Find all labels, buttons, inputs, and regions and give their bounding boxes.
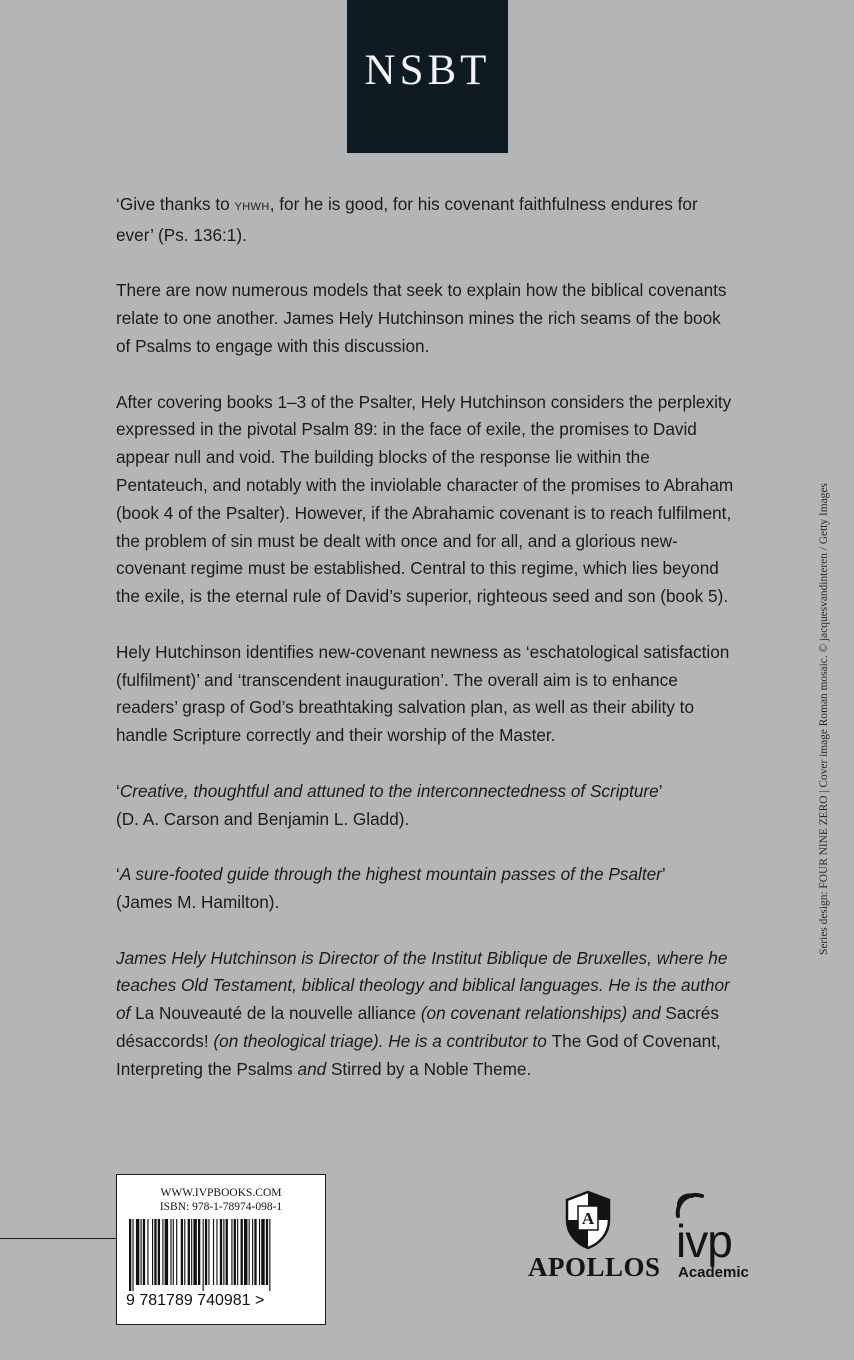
endorsement <box>116 861 736 917</box>
author-bio-text: (on covenant relationships) and <box>416 1003 666 1024</box>
epigraph <box>116 191 736 250</box>
barcode-box <box>116 1174 326 1325</box>
series-logo-block <box>347 0 508 153</box>
endorsement-open-quote: ‘ <box>116 864 120 885</box>
blurb-paragraph: Hely Hutchinson identifies new-covenant newness as ‘eschatological satisfaction (fulfilment)’ and ‘transcendent inauguration’. The overall aim is to enhance readers’ grasp of God’s breathtaking salvation plan, as well as their ability to handle Scripture correctly and their worship of the Master. <box>116 641 730 746</box>
epigraph-before: ‘Give thanks to <box>116 194 235 214</box>
epigraph-divine-name: YHWH <box>234 201 270 213</box>
apollos-shield-letter: A <box>581 1209 595 1228</box>
author-bio-title: The God of Covenant, Interpreting the Psalms <box>116 1030 721 1079</box>
edge-rule <box>0 1238 116 1239</box>
endorsement-open-quote: ‘ <box>116 780 120 801</box>
author-bio-end: . <box>526 1058 532 1079</box>
series-logo-text: NSBT <box>364 47 491 94</box>
apollos-wordmark: APOLLOS <box>528 1252 661 1282</box>
endorsement-close-quote: ’ <box>658 780 663 801</box>
barcode-icon <box>127 1219 313 1291</box>
author-bio-text: (on theological triage). He is a contributor to <box>208 1030 552 1051</box>
endorsement-attribution: (D. A. Carson and Benjamin L. Gladd). <box>116 808 410 829</box>
apollos-logo <box>528 1190 661 1282</box>
endorsement-close-quote: ’ <box>661 864 666 885</box>
epigraph-after: , for he is good, for his covenant faithfulness endures for ever’ (Ps. 136:1). <box>116 194 698 245</box>
cover-credit: Series design: FOUR NINE ZERO | Cover image Roman mosaic. © jacquesvandinteren / Getty Images <box>818 483 830 955</box>
endorsement-quote: Creative, thoughtful and attuned to the interconnectedness of Scripture <box>119 780 659 801</box>
blurb-paragraph: After covering books 1–3 of the Psalter, Hely Hutchinson considers the perplexity expressed in the pivotal Psalm 89: in the face of exile, the promises to David appear null and void. The building blocks of the response lie within the Pentateuch, and notably with the inviolable character of the promises to Abraham (book 4 of the Psalter). However, if the Abrahamic covenant is to reach fulfilment, the problem of sin must be dealt with once and for all, and a glorious new-covenant regime must be established. Central to this regime, which lies beyond the exile, is the eternal rule of David’s superior, righteous seed and son (book 5). <box>116 391 734 607</box>
author-bio-title: Sacrés désaccords! <box>116 1003 719 1051</box>
ivp-wordmark: ivp <box>676 1215 732 1267</box>
ivp-academic-label: Academic <box>678 1264 749 1281</box>
endorsement <box>116 778 736 834</box>
blurb-paragraph: There are now numerous models that seek to explain how the biblical covenants relate to one another. James Hely Hutchinson mines the rich seams of the book of Psalms to engage with this discussion. <box>116 280 727 356</box>
barcode-digits: 9 781789 740981 > <box>126 1292 265 1309</box>
author-bio <box>116 945 736 1084</box>
author-bio-intro: James Hely Hutchinson is Director of the Institut Biblique de Bruxelles, where he teaches Old Testament, biblical theology and biblical languages. He is the author of <box>116 947 730 1024</box>
isbn-number: ISBN: 978-1-78974-098-1 <box>159 1201 283 1213</box>
publisher-website: WWW.IVPBOOKS.COM <box>160 1187 282 1199</box>
blurb-body <box>116 191 736 1111</box>
author-bio-title: Stirred by a Noble Theme <box>330 1058 527 1079</box>
author-bio-text: and <box>292 1058 331 1079</box>
endorsement-quote: A sure-footed guide through the highest mountain passes of the Psalter <box>119 864 662 885</box>
ivp-academic-logo <box>672 1188 762 1284</box>
author-bio-title: La Nouveauté de la nouvelle alliance <box>135 1003 417 1024</box>
apollos-shield-icon <box>564 1190 612 1250</box>
endorsement-attribution: (James M. Hamilton). <box>116 891 280 912</box>
